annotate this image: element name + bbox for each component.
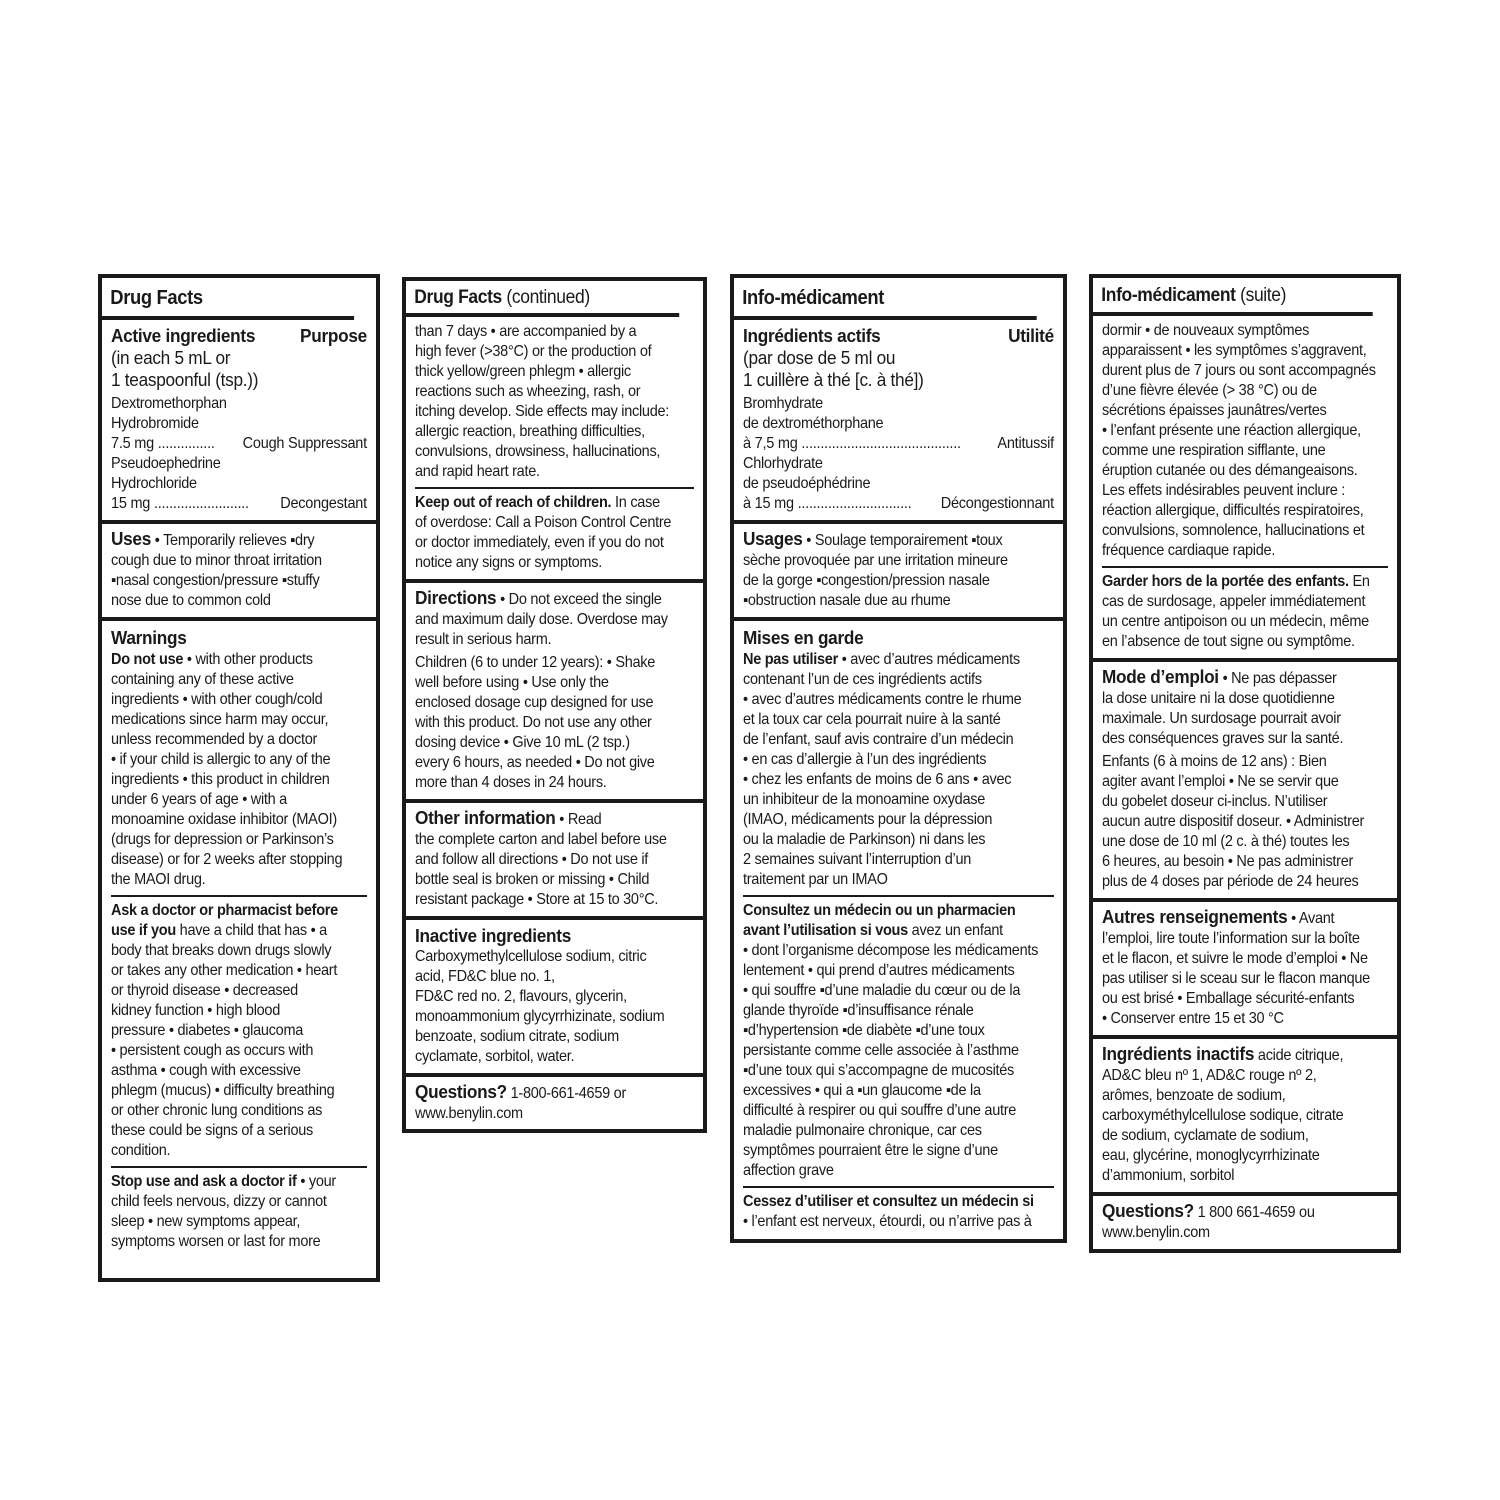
questions-section	[406, 1077, 703, 1130]
warning-text: • chez les enfants de moins de 6 ans • avec	[743, 771, 1012, 788]
directions-text: well before using • Use only the	[415, 674, 609, 691]
uses-text: sèche provoquée par une irritation mineure	[743, 552, 1008, 569]
questions-website-link[interactable]: www.benylin.com	[1102, 1224, 1210, 1241]
warning-text: containing any of these active	[111, 671, 294, 688]
warning-text: reactions such as wheezing, rash, or	[415, 383, 641, 400]
ingredient-purpose: Cough Suppressant	[242, 435, 367, 452]
other-information-section	[1093, 902, 1397, 1039]
other-info-text: bottle seal is broken or missing • Child	[415, 871, 650, 888]
warning-text: avez un enfant	[907, 922, 1003, 939]
warning-text: • if your child is allergic to any of the	[111, 751, 331, 768]
warning-text: kidney function • high blood	[111, 1002, 280, 1019]
other-info-text: ou est brisé • Emballage sécurité-enfants	[1102, 990, 1355, 1007]
ingredient-name: Hydrochloride	[111, 475, 197, 492]
drug-facts-panel-fr	[730, 274, 1067, 1243]
warning-text: have a child that has • a	[175, 922, 327, 939]
warnings-heading: Warnings	[111, 627, 187, 648]
active-ingredients-heading: Ingrédients actifs	[743, 325, 881, 346]
do-not-use-label: Ne pas utiliser	[743, 651, 838, 668]
warning-text: cas de surdosage, appeler immédiatement	[1102, 593, 1366, 610]
warning-text: • persistent cough as occurs with	[111, 1042, 314, 1059]
inactive-heading: Ingrédients inactifs	[1102, 1043, 1255, 1064]
warning-text: apparaissent • les symptômes s’aggravent,	[1102, 342, 1367, 359]
warning-text: these could be signs of a serious	[111, 1122, 314, 1139]
purpose-heading: Purpose	[300, 325, 367, 346]
uses-text: ▪obstruction nasale due au rhume	[743, 592, 951, 609]
questions-heading: Questions?	[415, 1081, 507, 1102]
warning-text: or other chronic lung conditions as	[111, 1102, 323, 1119]
warning-text: notice any signs or symptoms.	[415, 554, 602, 571]
warning-text: fréquence cardiaque rapide.	[1102, 542, 1276, 559]
ingredient-amount: 7.5 mg ...............	[111, 435, 215, 452]
warnings-section	[102, 621, 376, 1258]
warning-text: ▪d’une toux qui s’accompagne de mucosités	[743, 1062, 1015, 1079]
inactive-text: AD&C bleu nº 1, AD&C rouge nº 2,	[1102, 1067, 1317, 1084]
warning-text: un centre antipoison ou un médecin, même	[1102, 613, 1369, 630]
other-info-text: pas utiliser si le sceau sur le flacon manque	[1102, 970, 1370, 987]
other-info-text: et le flacon, et suivre le mode d’emploi • Ne	[1102, 950, 1368, 967]
ask-doctor-subsection	[111, 895, 367, 1161]
warning-text: en l’absence de tout signe ou symptôme.	[1102, 633, 1355, 650]
drug-facts-continued-panel-en	[402, 277, 707, 1133]
ingredient-amount: 15 mg .........................	[111, 495, 249, 512]
warning-text: traitement par un IMAO	[743, 871, 888, 888]
active-ingredients-section	[734, 320, 1063, 524]
warning-text: difficulté à respirer ou qui souffre d’une autre	[743, 1102, 1017, 1119]
title-text: Drug Facts	[110, 287, 203, 309]
inactive-text: monoammonium glycyrrhizinate, sodium	[415, 1008, 665, 1025]
dose-line: 1 teaspoonful (tsp.))	[111, 369, 259, 390]
warning-text: (IMAO, médicaments pour la dépression	[743, 811, 993, 828]
warning-text: • avec d’autres médicaments contre le rhume	[743, 691, 1022, 708]
drug-facts-panel-en	[98, 274, 380, 1282]
directions-text: plus de 4 doses par période de 24 heures	[1102, 873, 1359, 890]
title-suffix: (continued)	[501, 287, 590, 308]
directions-section	[406, 583, 703, 803]
active-ingredients-section	[102, 320, 376, 524]
ingredient-purpose: Antitussif	[997, 435, 1054, 452]
directions-text: dosing device • Give 10 mL (2 tsp.)	[415, 734, 630, 751]
warning-text: Les effets indésirables peuvent inclure :	[1102, 482, 1346, 499]
warning-text: dormir • de nouveaux symptômes	[1102, 322, 1310, 339]
warning-text: convulsions, somnolence, hallucinations et	[1102, 522, 1365, 539]
warning-text: body that breaks down drugs slowly	[111, 942, 332, 959]
stop-use-subsection	[111, 1166, 367, 1252]
directions-text: • Do not exceed the single	[496, 591, 662, 608]
title-text: Info-médicament	[742, 287, 884, 309]
ingredient-name: Bromhydrate	[743, 395, 823, 412]
directions-text: une dose de 10 ml (2 c. à thé) toutes les	[1102, 833, 1350, 850]
inactive-text: de sodium, cyclamate de sodium,	[1102, 1127, 1309, 1144]
warning-text: maladie pulmonaire chronique, car ces	[743, 1122, 982, 1139]
warning-text: éruption cutanée ou des démangeaisons.	[1102, 462, 1358, 479]
warning-text: persistante comme celle associée à l’asthme	[743, 1042, 1019, 1059]
uses-text: nose due to common cold	[111, 592, 271, 609]
warning-text: affection grave	[743, 1162, 834, 1179]
inactive-text: cyclamate, sorbitol, water.	[415, 1048, 575, 1065]
warning-text: • dont l’organisme décompose les médicaments	[743, 942, 1039, 959]
warning-text: de l’enfant, sauf avis contraire d’un médecin	[743, 731, 1014, 748]
questions-phone: 1-800-661-4659 or	[506, 1085, 626, 1102]
directions-heading: Directions	[415, 587, 497, 608]
warning-text: symptoms worsen or last for more	[111, 1233, 321, 1250]
warning-text: under 6 years of age • with a	[111, 791, 287, 808]
warning-text: • your	[296, 1173, 336, 1190]
ingredient-amount: à 15 mg ..............................	[743, 495, 912, 512]
keep-out-label: Garder hors de la portée des enfants.	[1102, 573, 1349, 590]
warning-text: 2 semaines suivant l’interruption d’un	[743, 851, 972, 868]
other-info-text: the complete carton and label before use	[415, 831, 667, 848]
warning-text: disease) or for 2 weeks after stopping	[111, 851, 343, 868]
ask-doctor-label: avant l’utilisation si vous	[743, 922, 908, 939]
title-text: Info-médicament	[1101, 285, 1236, 306]
stop-use-subsection	[743, 1186, 1054, 1232]
directions-text: with this product. Do not use any other	[415, 714, 652, 731]
uses-heading: Usages	[743, 528, 803, 549]
other-info-heading: Other information	[415, 807, 556, 828]
do-not-use-label: Do not use	[111, 651, 184, 668]
warning-text: sécrétions épaisses jaunâtres/vertes	[1102, 402, 1327, 419]
warning-text: un inhibiteur de la monoamine oxydase	[743, 791, 986, 808]
warning-text: convulsions, drowsiness, hallucinations,	[415, 443, 661, 460]
directions-text: and maximum daily dose. Overdose may	[415, 611, 668, 628]
questions-section	[1093, 1196, 1397, 1249]
ingredient-name: de dextrométhorphane	[743, 415, 884, 432]
inactive-text: acide citrique,	[1254, 1047, 1344, 1064]
warning-text: child feels nervous, dizzy or cannot	[111, 1193, 327, 1210]
ingredient-name: Chlorhydrate	[743, 455, 823, 472]
directions-text: aucun autre dispositif doseur. • Administrer	[1102, 813, 1365, 830]
warnings-section	[734, 621, 1063, 1238]
other-info-text: l’emploi, lire toute l’information sur la boîte	[1102, 930, 1360, 947]
warning-text: • with other products	[183, 651, 313, 668]
ingredient-name: de pseudoéphédrine	[743, 475, 871, 492]
dose-line: (par dose de 5 ml ou	[743, 347, 896, 368]
inactive-ingredients-section	[406, 920, 703, 1077]
directions-text: 6 heures, au besoin • Ne pas administrer	[1102, 853, 1354, 870]
other-information-section	[406, 803, 703, 920]
uses-text: cough due to minor throat irritation	[111, 552, 322, 569]
warning-text: et la toux car cela pourrait nuire à la santé	[743, 711, 1001, 728]
warning-text: the MAOI drug.	[111, 871, 206, 888]
warning-text: lentement • qui prend d’autres médicaments	[743, 962, 1015, 979]
warning-text: • l’enfant présente une réaction allergique,	[1102, 422, 1361, 439]
warning-text: monoamine oxidase inhibitor (MAOI)	[111, 811, 337, 828]
panel-title	[734, 278, 1037, 320]
warning-text: phlegm (mucus) • difficulty breathing	[111, 1082, 335, 1099]
uses-text: de la gorge ▪congestion/pression nasale	[743, 572, 990, 589]
other-info-text: • Read	[555, 811, 602, 828]
ingredient-purpose: Décongestionnant	[940, 495, 1054, 512]
title-suffix: (suite)	[1235, 285, 1287, 306]
inactive-text: Carboxymethylcellulose sodium, citric	[415, 948, 647, 965]
warning-text: • avec d’autres médicaments	[837, 651, 1020, 668]
directions-text: • Ne pas dépasser	[1218, 670, 1337, 687]
ask-doctor-label: use if you	[111, 922, 176, 939]
inactive-text: benzoate, sodium citrate, sodium	[415, 1028, 619, 1045]
warning-text: condition.	[111, 1142, 171, 1159]
ask-doctor-label: Consultez un médecin ou un pharmacien	[743, 902, 1016, 919]
warning-text: pressure • diabetes • glaucoma	[111, 1022, 304, 1039]
ingredient-purpose: Decongestant	[280, 495, 367, 512]
stop-use-label: Cessez d’utiliser et consultez un médecin si	[743, 1193, 1034, 1210]
warning-text: allergic reaction, breathing difficulties,	[415, 423, 645, 440]
questions-website-link[interactable]: www.benylin.com	[415, 1105, 523, 1122]
warning-text: durent plus de 7 jours ou sont accompagnés	[1102, 362, 1376, 379]
panel-title	[1093, 278, 1373, 316]
other-info-text: • Conserver entre 15 et 30 °C	[1102, 1010, 1284, 1027]
continued-warnings-section	[1093, 316, 1397, 662]
uses-text: • Soulage temporairement ▪toux	[802, 532, 1003, 549]
other-info-heading: Autres renseignements	[1102, 906, 1288, 927]
warning-text: ingredients • this product in children	[111, 771, 330, 788]
inactive-text: FD&C red no. 2, flavours, glycerin,	[415, 988, 627, 1005]
keep-out-of-reach-subsection	[1102, 566, 1388, 652]
warning-text: contenant l’un de ces ingrédients actifs	[743, 671, 982, 688]
inactive-text: d’ammonium, sorbitol	[1102, 1167, 1235, 1184]
directions-text: Children (6 to under 12 years): • Shake	[415, 654, 656, 671]
stop-use-label: Stop use and ask a doctor if	[111, 1173, 297, 1190]
warning-text: or thyroid disease • decreased	[111, 982, 298, 999]
directions-text: maximale. Un surdosage pourrait avoir	[1102, 710, 1341, 727]
warning-text: of overdose: Call a Poison Control Centre	[415, 514, 672, 531]
other-info-text: resistant package • Store at 15 to 30°C.	[415, 891, 659, 908]
warning-text: and rapid heart rate.	[415, 463, 540, 480]
purpose-heading: Utilité	[1008, 325, 1054, 346]
warning-text: • qui souffre ▪d’une maladie du cœur ou de la	[743, 982, 1021, 999]
ask-doctor-subsection	[743, 895, 1054, 1181]
directions-text: agiter avant l’emploi • Ne se servir que	[1102, 773, 1339, 790]
warning-text: comme une respiration sifflante, une	[1102, 442, 1326, 459]
warning-text: itching develop. Side effects may include:	[415, 403, 670, 420]
keep-out-of-reach-subsection	[415, 487, 694, 573]
other-info-text: and follow all directions • Do not use if	[415, 851, 649, 868]
directions-text: enclosed dosage cup designed for use	[415, 694, 654, 711]
continued-warnings-section	[406, 317, 703, 583]
warning-text: • en cas d’allergie à l’un des ingrédients	[743, 751, 987, 768]
keep-out-label: Keep out of reach of children.	[415, 494, 612, 511]
warning-text: d’une fièvre élevée (> 38 °C) ou de	[1102, 382, 1317, 399]
dose-line: 1 cuillère à thé [c. à thé])	[743, 369, 924, 390]
inactive-ingredients-section	[1093, 1039, 1397, 1196]
warning-text: symptômes pourraient être le signe d’une	[743, 1142, 998, 1159]
directions-text: Enfants (6 à moins de 12 ans) : Bien	[1102, 753, 1327, 770]
warning-text: ou la maladie de Parkinson) ni dans les	[743, 831, 986, 848]
warning-text: or takes any other medication • heart	[111, 962, 338, 979]
uses-text: ▪nasal congestion/pressure ▪stuffy	[111, 572, 320, 589]
ingredient-name: Hydrobromide	[111, 415, 199, 432]
inactive-text: acid, FD&C blue no. 1,	[415, 968, 555, 985]
inactive-heading: Inactive ingredients	[415, 925, 572, 946]
directions-text: du gobelet doseur ci-inclus. N’utiliser	[1102, 793, 1328, 810]
ingredient-name: Dextromethorphan	[111, 395, 227, 412]
warning-text: ingredients • with other cough/cold	[111, 691, 323, 708]
ingredient-amount: à 7,5 mg ..........................................	[743, 435, 961, 452]
uses-section	[734, 524, 1063, 621]
panel-title	[406, 281, 679, 317]
uses-heading: Uses	[111, 528, 152, 549]
warning-text: thick yellow/green phlegm • allergic	[415, 363, 631, 380]
warning-text: glande thyroïde ▪d’insuffisance rénale	[743, 1002, 974, 1019]
directions-text: des conséquences graves sur la santé.	[1102, 730, 1344, 747]
warning-text: réaction allergique, difficultés respiratoires,	[1102, 502, 1364, 519]
uses-text: • Temporarily relieves ▪dry	[154, 532, 315, 549]
warning-text: excessives • qui a ▪un glaucome ▪de la	[743, 1082, 981, 1099]
questions-heading: Questions?	[1102, 1200, 1194, 1221]
warning-text: unless recommended by a doctor	[111, 731, 318, 748]
inactive-text: arômes, benzoate de sodium,	[1102, 1087, 1286, 1104]
directions-text: every 6 hours, as needed • Do not give	[415, 754, 655, 771]
directions-text: la dose unitaire ni la dose quotidienne	[1102, 690, 1335, 707]
directions-text: more than 4 doses in 24 hours.	[415, 774, 607, 791]
warning-text: sleep • new symptoms appear,	[111, 1213, 301, 1230]
active-ingredients-heading: Active ingredients	[111, 325, 256, 346]
title-text: Drug Facts	[414, 287, 502, 308]
drug-facts-continued-panel-fr	[1089, 274, 1401, 1253]
warning-text: (drugs for depression or Parkinson’s	[111, 831, 334, 848]
warning-text: In case	[611, 494, 660, 511]
other-info-text: • Avant	[1287, 910, 1335, 927]
questions-phone: 1 800 661-4659 ou	[1193, 1204, 1315, 1221]
warning-text: ▪d’hypertension ▪de diabète ▪d’une toux	[743, 1022, 985, 1039]
directions-section	[1093, 662, 1397, 902]
warning-text: • l’enfant est nerveux, étourdi, ou n’arrive pas à	[743, 1213, 1032, 1230]
ask-doctor-label: Ask a doctor or pharmacist before	[111, 902, 338, 919]
inactive-text: carboxyméthylcellulose sodique, citrate	[1102, 1107, 1344, 1124]
warning-text: high fever (>38°C) or the production of	[415, 343, 652, 360]
inactive-text: eau, glycérine, monoglycyrrhizinate	[1102, 1147, 1320, 1164]
dose-line: (in each 5 mL or	[111, 347, 231, 368]
warning-text: medications since harm may occur,	[111, 711, 329, 728]
directions-text: result in serious harm.	[415, 631, 552, 648]
panel-title	[102, 278, 354, 320]
warnings-heading: Mises en garde	[743, 627, 864, 648]
uses-section	[102, 524, 376, 621]
warning-text: asthma • cough with excessive	[111, 1062, 301, 1079]
ingredient-name: Pseudoephedrine	[111, 455, 221, 472]
warning-text: than 7 days • are accompanied by a	[415, 323, 637, 340]
directions-heading: Mode d’emploi	[1102, 666, 1219, 687]
warning-text: or doctor immediately, even if you do not	[415, 534, 664, 551]
warning-text: En	[1348, 573, 1370, 590]
